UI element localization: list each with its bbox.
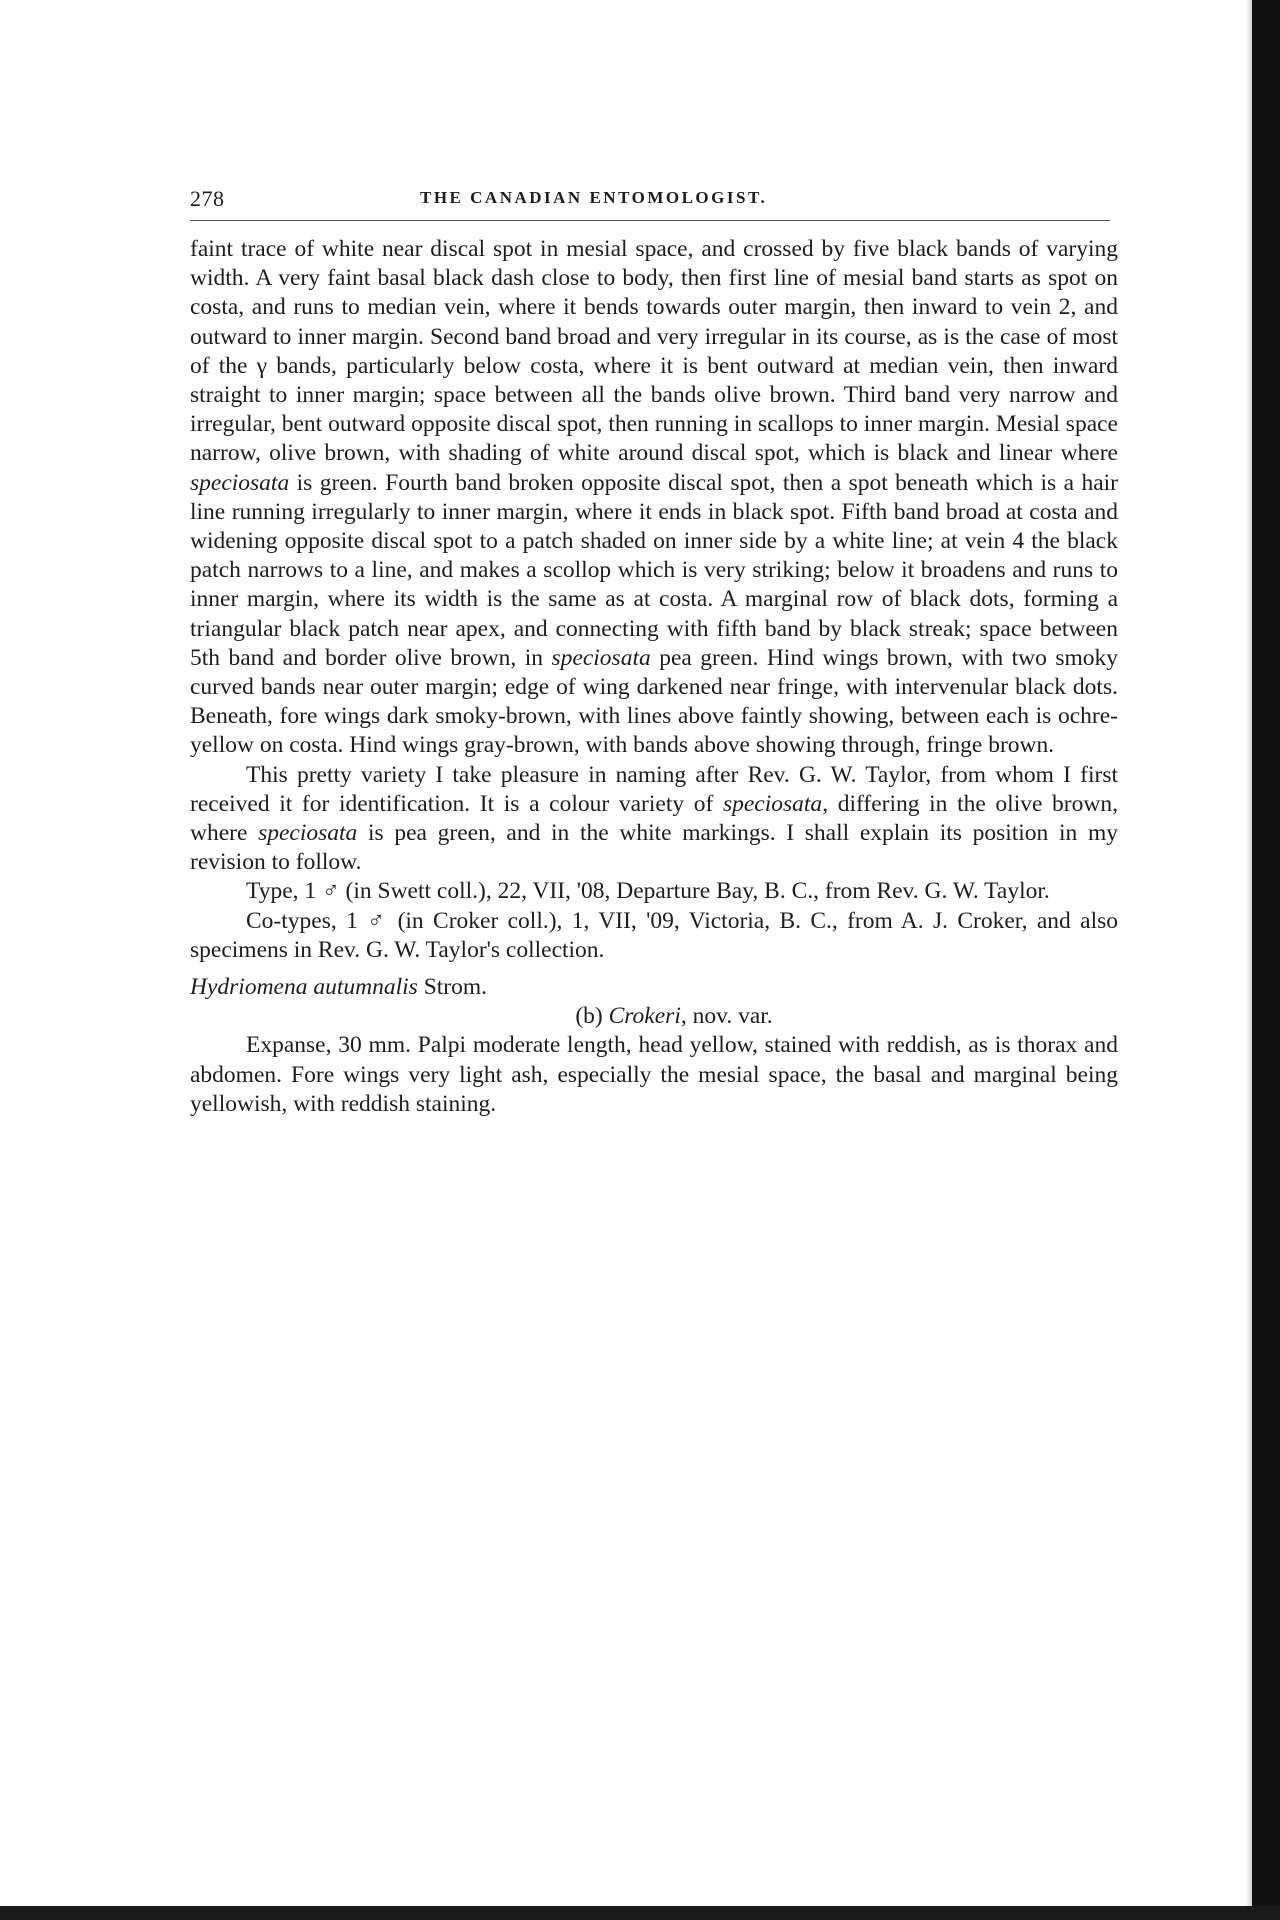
- scan-bottom-edge: [0, 1906, 1280, 1920]
- text-segment: faint trace of white near discal spot in mesial space, and crossed by five black bands of varying width. A very faint basal black dash close to body, then first line of mesial band starts as spot on costa, and runs to median vein, where it bends towards outer margin, then inward to vein 2, and outward to inner margin. Second band broad and very irregular in its course, as is the case of most of the γ bands, particularly below costa, where it is bent outward at median vein, then inward straight to inner margin; space between all the bands olive brown. Third band very narrow and irregular, bent outward opposite discal spot, then running in scallops to inner margin. Mesial space narrow, olive brown, with shading of white around discal spot, which is black and linear where: [190, 236, 1118, 467]
- text-segment: This pretty variety I take pleasure in naming after Rev. G. W. Taylor, from whom I first received it for identification. It is a colour variety of: [190, 761, 1118, 817]
- species-reference: speciosata: [722, 790, 823, 817]
- text-segment: Co-types, 1 ♂ (in Croker coll.), 1, VII, '09, Victoria, B. C., from A. J. Croker, and also specimens in Rev. G. W. Taylor's collection.: [190, 907, 1118, 963]
- variety-prefix: (b): [575, 1003, 603, 1030]
- species-reference: speciosata: [551, 644, 651, 671]
- text-segment: Type, 1 ♂ (in Swett coll.), 22, VII, '08, Departure Bay, B. C., from Rev. G. W. Taylor.: [246, 878, 1050, 905]
- body-paragraph: [190, 761, 1118, 878]
- body-paragraph: [190, 877, 1118, 906]
- journal-title: THE CANADIAN ENTOMOLOGIST.: [420, 188, 768, 207]
- body-paragraph: [190, 235, 1118, 761]
- text-segment: is pea green, and in the white markings. I shall explain its position in my revision to follow.: [190, 820, 1118, 876]
- article-body: [190, 235, 1118, 1119]
- text-segment: is green. Fourth band broken opposite discal spot, then a spot beneath which is a hair line running irregularly to inner margin, where it ends in black spot. Fifth band broad at costa and widening opposite discal spot to a patch shaded on inner side by a white line; at vein 4 the black patch narrows to a line, and makes a scollop which is very striking; below it broadens and runs to inner margin, where its width is the same as at costa. A marginal row of black dots, forming a triangular black patch near apex, and connecting with fifth band by black streak; space between 5th band and border olive brown, in: [190, 469, 1118, 671]
- species-name: Hydriomena autumnalis: [190, 974, 418, 1001]
- variety-name: Crokeri: [608, 1003, 681, 1030]
- text-segment: , differing in the olive brown, where: [190, 790, 1118, 847]
- variety-heading: [190, 1002, 1118, 1031]
- variety-description: Expanse, 30 mm. Palpi moderate length, head yellow, stained with reddish, as is thorax and abdomen. Fore wings very light ash, especially the mesial space, the basal and marginal being yellowish, with reddish staining.: [190, 1032, 1118, 1117]
- header-rule: [190, 220, 1110, 221]
- species-heading: [190, 973, 1118, 1002]
- species-reference: speciosata: [190, 469, 290, 496]
- species-author: Strom.: [423, 974, 488, 1001]
- page-number: 278: [190, 186, 225, 211]
- journal-page: [190, 186, 1118, 1119]
- running-head: [190, 186, 1118, 216]
- scan-page-edge: [1252, 0, 1280, 1920]
- text-segment: pea green. Hind wings brown, with two smoky curved bands near outer margin; edge of wing darkened near fringe, with intervenular black dots. Beneath, fore wings dark smoky-brown, with lines above faintly showing, between each is ochre-yellow on costa. Hind wings gray-brown, with bands above showing through, fringe brown.: [190, 644, 1118, 759]
- species-reference: speciosata: [258, 820, 358, 847]
- variety-suffix: , nov. var.: [680, 1003, 773, 1030]
- description-paragraphs: [190, 235, 1118, 965]
- body-paragraph: [190, 907, 1118, 965]
